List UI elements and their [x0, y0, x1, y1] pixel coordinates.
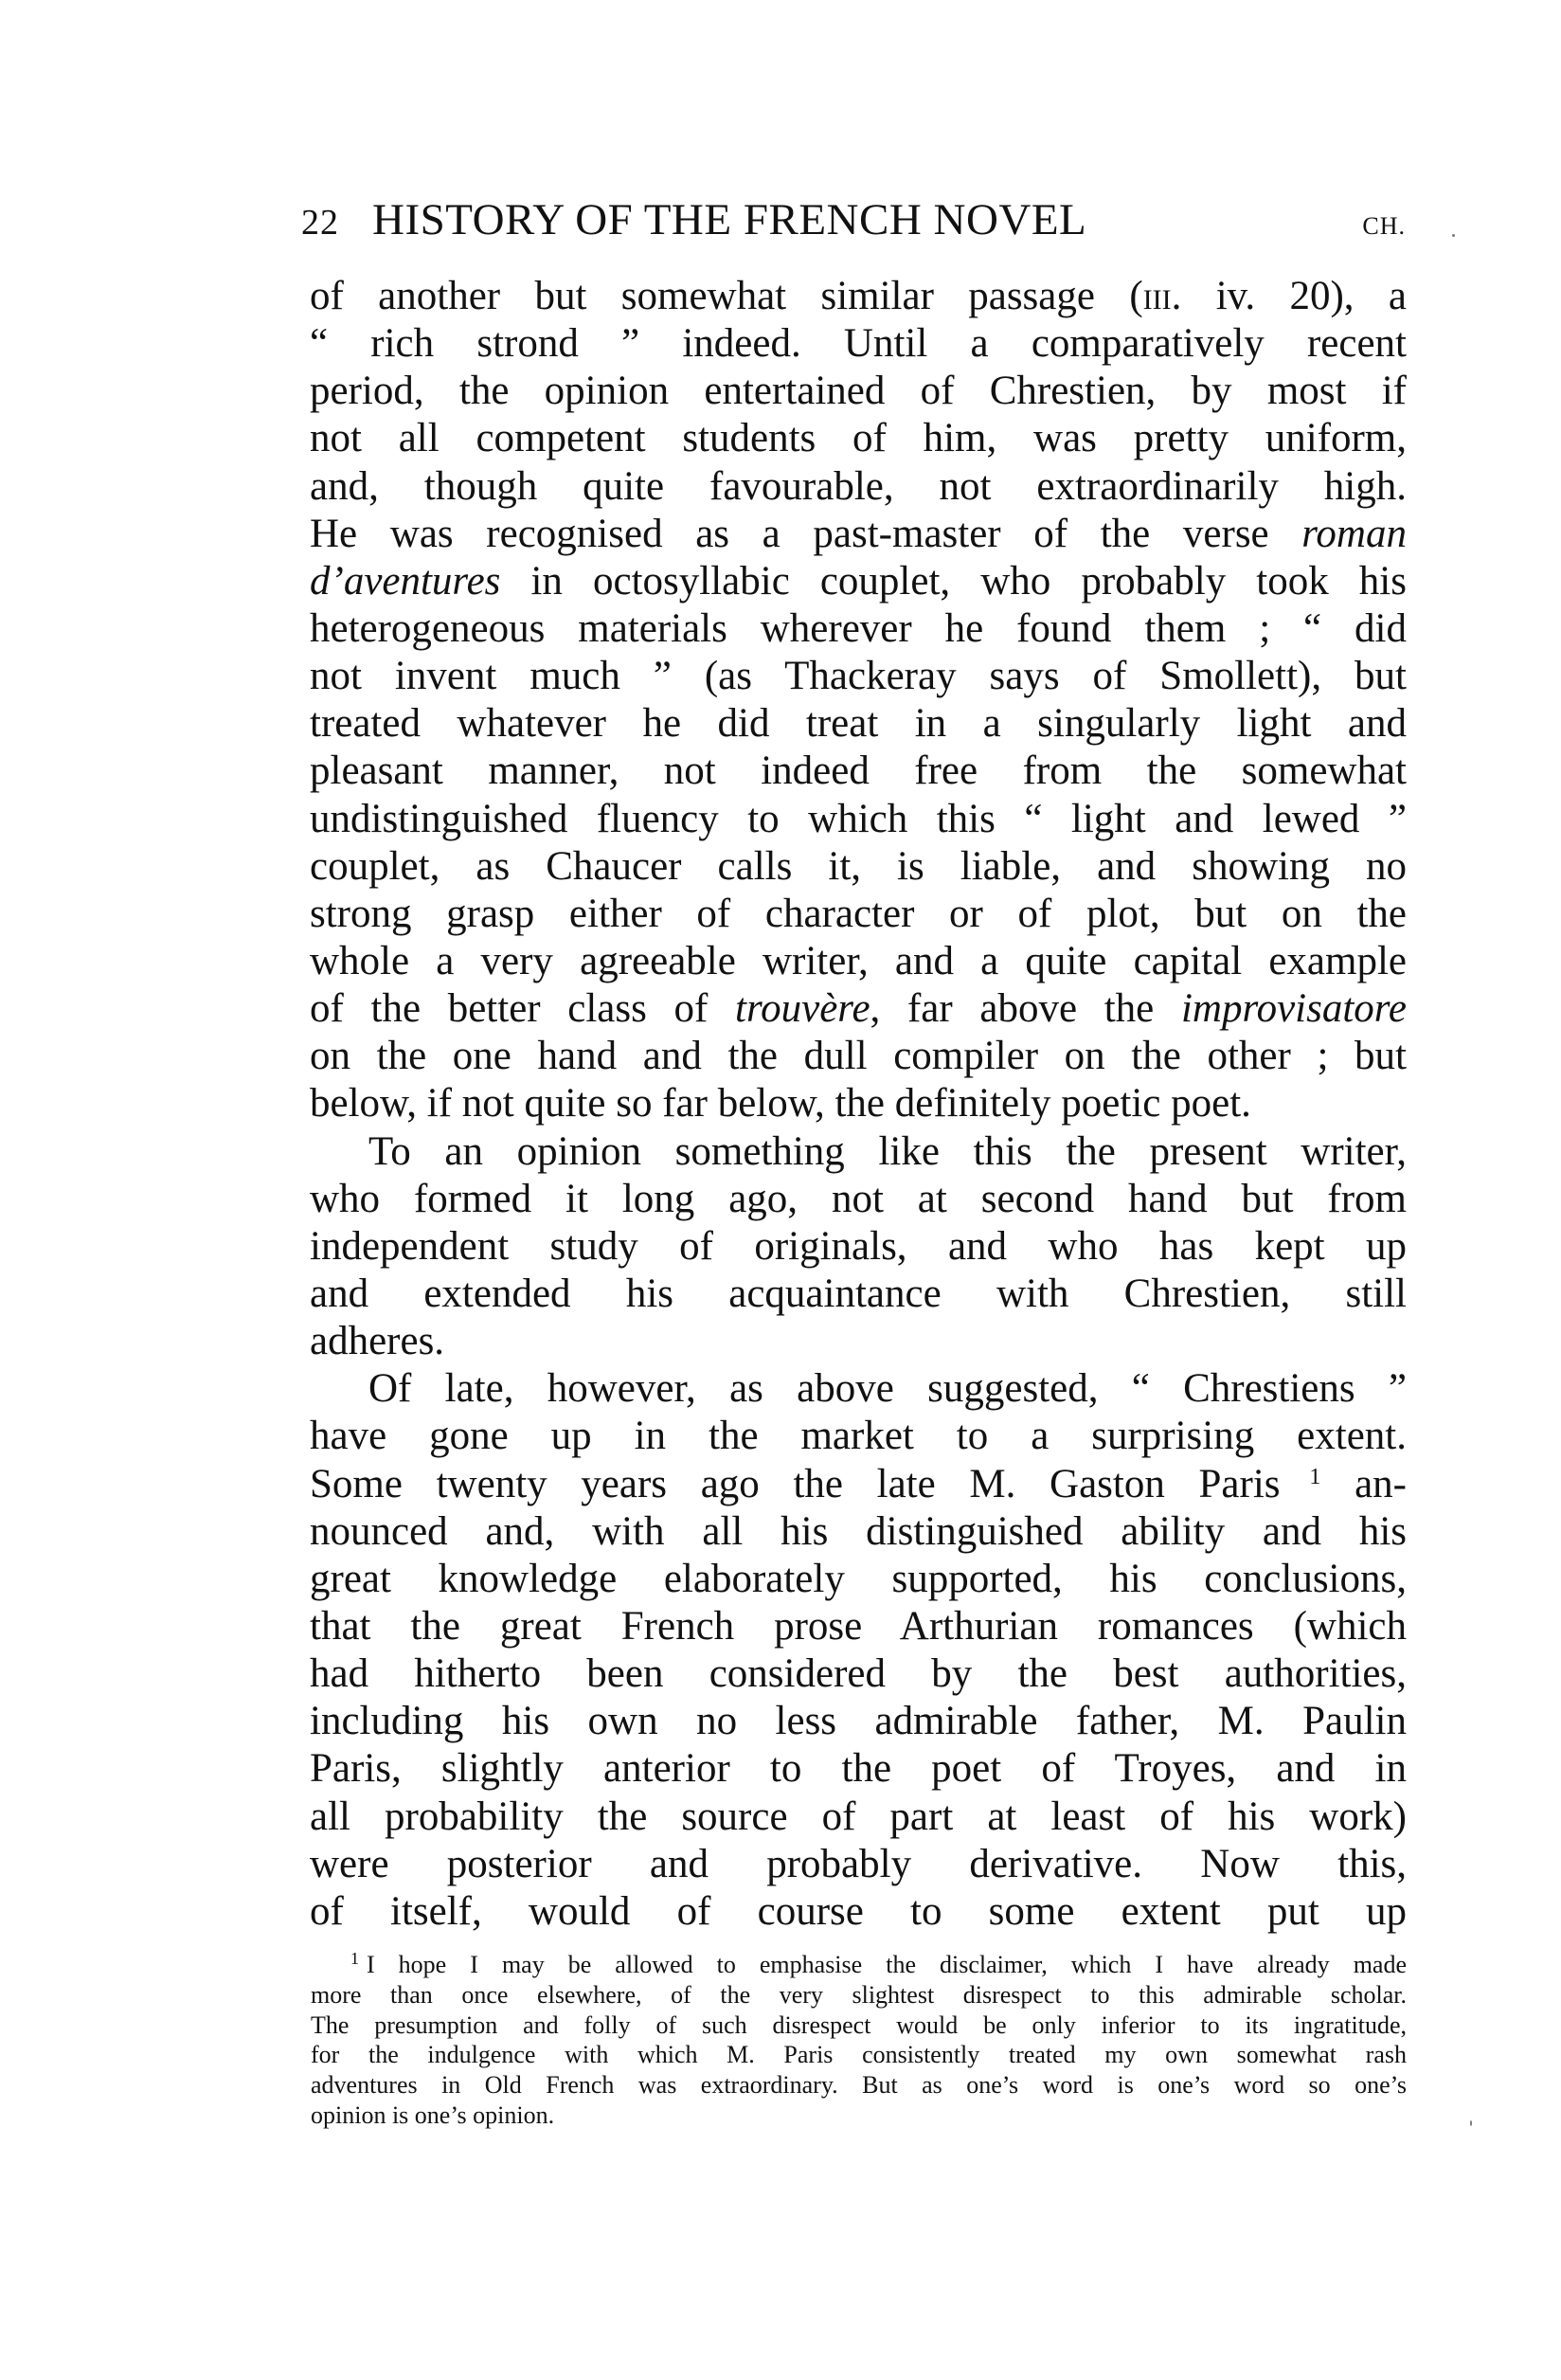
footnote-marker: 1: [350, 1949, 359, 1968]
text-line: strong grasp either of character or of plot, but on the: [310, 891, 1407, 936]
text-line: have gone up in the market to a surprising extent.: [310, 1414, 1407, 1459]
text-line: period, the opinion entertained of Chrestien, by most if: [310, 369, 1407, 414]
running-head: [301, 194, 1406, 243]
italic-term: roman: [1301, 511, 1407, 556]
page-number: 22: [301, 203, 339, 243]
text-line: Some twenty years ago the late M. Gaston Paris $^1$ an-: [310, 1461, 1408, 1506]
text-line: adheres.: [310, 1319, 445, 1364]
text-line: had hitherto been considered by the best authorities,: [310, 1651, 1407, 1697]
text-line: including his own no less admirable father, M. Paulin: [310, 1699, 1407, 1744]
text-line: Paris, slightly anterior to the poet of Troyes, and in: [310, 1746, 1407, 1792]
text-line: couplet, as Chaucer calls it, is liable, and showing no: [310, 843, 1407, 889]
text-line: below, if not quite so far below, the definitely poetic poet.: [310, 1081, 1251, 1127]
footnote-line: $^1$ I hope I may be allowed to emphasise the disclaimer, which I have already made: [350, 1949, 1407, 1978]
text-line: that the great French prose Arthurian romances (which: [310, 1603, 1407, 1649]
italic-term: trouvère: [735, 986, 870, 1032]
text-line: and, though quite favourable, not extraordinarily high.: [310, 463, 1407, 509]
footnote-line: adventures in Old French was extraordinary. But as one’s word is one’s word so one’s: [311, 2071, 1407, 2100]
text-line: of another but somewhat similar passage (iii. iv. 20), a: [310, 274, 1407, 318]
text-line: undistinguished fluency to which this “ light and lewed ”: [310, 796, 1407, 841]
text-line: and extended his acquaintance with Chrestien, still: [310, 1271, 1407, 1316]
text-line: pleasant manner, not indeed free from the somewhat: [310, 748, 1407, 794]
text-line: of itself, would of course to some extent put up: [310, 1888, 1407, 1934]
text-line: To an opinion something like this the present writer,: [368, 1128, 1407, 1174]
text-line: heterogeneous materials wherever he found them ; “ did: [310, 605, 1407, 651]
text-line: on the one hand and the dull compiler on the other ; but: [310, 1034, 1407, 1079]
italic-term: d’aventures: [310, 558, 501, 604]
footnote-line: opinion is one’s opinion.: [311, 2101, 555, 2129]
text-line: who formed it long ago, not at second hand but from: [310, 1176, 1407, 1221]
text-line: Of late, however, as above suggested, “ Chrestiens ”: [368, 1366, 1407, 1412]
text-line: d’aventures in octosyllabic couplet, who probably took his: [310, 558, 1407, 604]
text-line: not all competent students of him, was pretty uniform,: [310, 416, 1407, 461]
text-line: nounced and, with all his distinguished ability and his: [310, 1508, 1407, 1554]
scan-speck: [1470, 2120, 1472, 2126]
footnote: [311, 1950, 1407, 2131]
text-line: “ rich strond ” indeed. Until a comparatively recent: [310, 321, 1407, 367]
text-line: were posterior and probably derivative. Now this,: [310, 1841, 1407, 1886]
text-line: whole a very agreeable writer, and a quite capital example: [310, 938, 1407, 983]
body-text: [310, 273, 1407, 1936]
italic-term: improvisatore: [1180, 986, 1408, 1032]
book-title: HISTORY OF THE FRENCH NOVEL: [372, 195, 1087, 244]
footnote-line: The presumption and folly of such disrespect would be only inferior to its ingratitude,: [311, 2010, 1407, 2039]
footnote-reference[interactable]: 1: [1280, 1464, 1321, 1489]
scan-speck: [1452, 234, 1455, 237]
text-line: He was recognised as a past-master of the verse roman: [310, 511, 1407, 556]
text-line: all probability the source of part at least of his work): [310, 1794, 1407, 1839]
footnote-line: more than once elsewhere, of the very slightest disrespect to this admirable scholar.: [311, 1980, 1407, 2009]
roman-numeral: iii: [1142, 274, 1172, 318]
text-line: not invent much ” (as Thackeray says of Smollett), but: [310, 654, 1407, 699]
text-line: independent study of originals, and who has kept up: [310, 1223, 1407, 1269]
footnote-line: for the indulgence with which M. Paris consistently treated my own somewhat rash: [311, 2041, 1407, 2069]
text-line: treated whatever he did treat in a singularly light and: [310, 701, 1407, 747]
text-line: of the better class of trouvère, far above the improvisatore: [310, 986, 1408, 1032]
text-line: great knowledge elaborately supported, his conclusions,: [310, 1556, 1407, 1601]
chapter-abbrev: CH.: [1362, 212, 1406, 240]
